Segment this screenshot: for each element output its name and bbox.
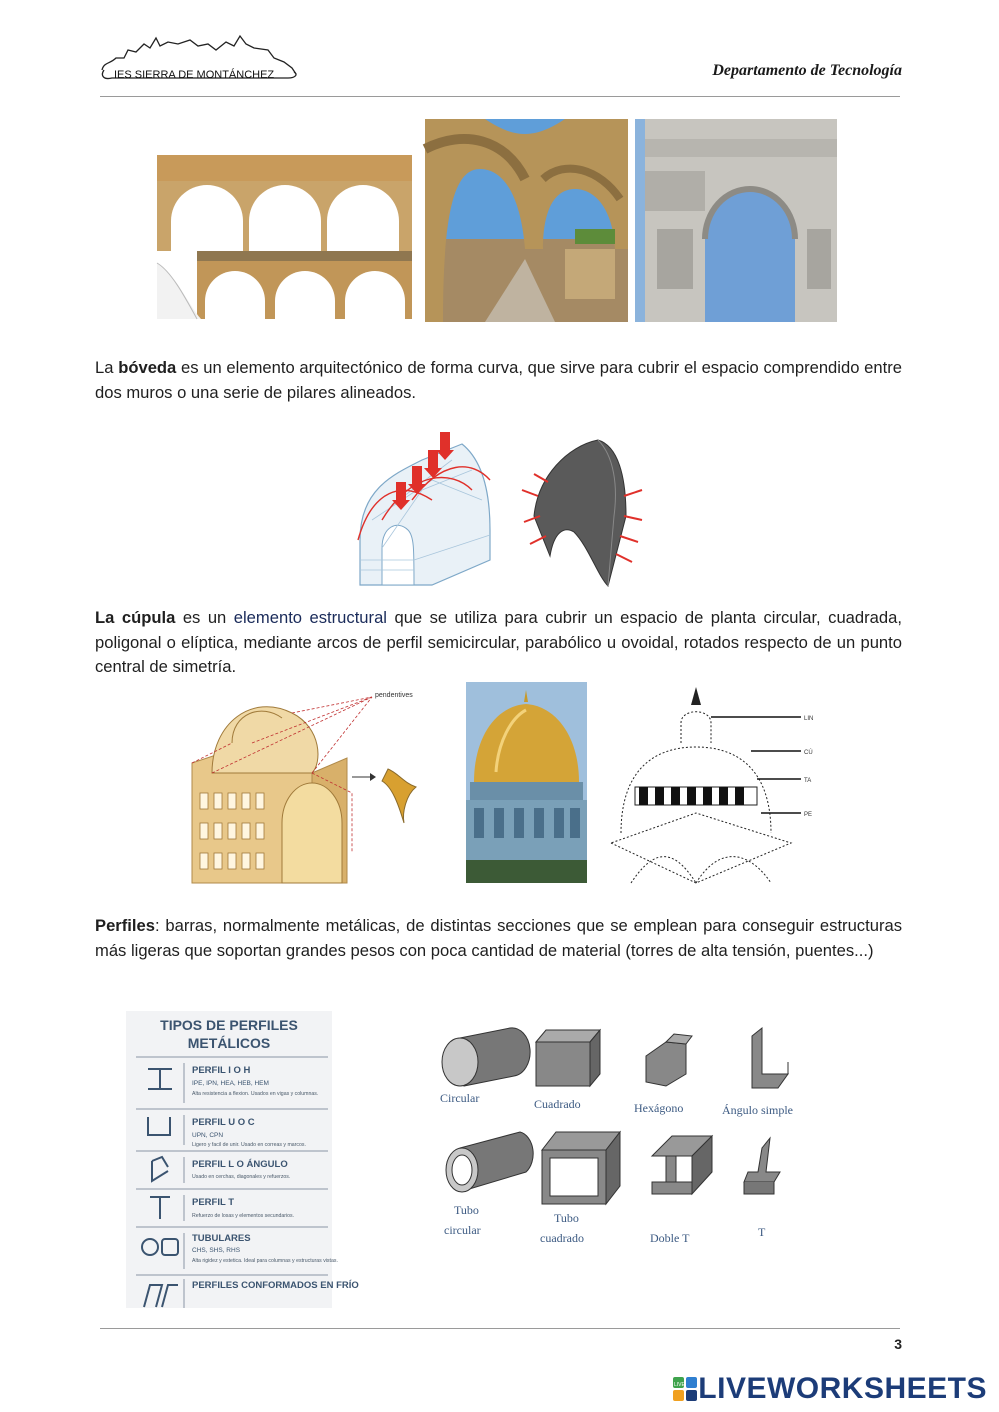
square-tube [542, 1132, 620, 1204]
perfiles-paragraph [95, 914, 902, 963]
drum-label: TA [804, 778, 812, 784]
label-tubo-circular-2: circular [444, 1223, 481, 1237]
boveda-term: bóveda [118, 358, 177, 377]
page-number: 3 [894, 1336, 902, 1352]
profile-item-desc: Usado en cerchas, diagonales y refuerzos. [192, 1174, 291, 1180]
label-hexagono: Hexágono [634, 1101, 684, 1115]
infographic-title-1: TIPOS DE PERFILES [160, 1017, 298, 1033]
liveworksheets-brand[interactable] [672, 1372, 987, 1406]
perfiles-text: : barras, normalmente metálicas, de distintas secciones que se emplean para conseguir estructuras más ligeras que soportan grandes pesos con poca cantidad de material (torres de alta tensión, puentes...) [95, 916, 902, 960]
label-circular: Circular [440, 1091, 480, 1105]
cupula-term: La cúpula [95, 608, 176, 627]
ruined-arches-image [425, 119, 628, 322]
solid-circular-bar [442, 1028, 530, 1086]
dome-parts-diagram [601, 683, 815, 883]
label-tubo-cuadrado-2: cuadrado [540, 1231, 584, 1245]
circular-tube [446, 1132, 533, 1192]
profile-item-desc: Ligero y facil de unir. Usado en correas y marcos. [192, 1142, 306, 1148]
cross-sections-illustration [430, 1022, 815, 1252]
cupula-mid: es un [182, 608, 227, 627]
dome-label: CÚ [804, 750, 813, 756]
boveda-paragraph [95, 356, 902, 405]
aqueduct-image [157, 153, 412, 319]
pendentives-label: pendentives [375, 692, 413, 699]
profile-item-name: PERFIL U O C [192, 1117, 255, 1128]
profile-item-name: PERFIL L O ÁNGULO [192, 1159, 288, 1170]
t-bar [744, 1138, 780, 1194]
profile-types-infographic [126, 1011, 359, 1308]
profile-item-name: TUBULARES [192, 1233, 251, 1244]
cupula-text: que se utiliza para cubrir un espacio de planta circular, cuadrada, poligonal o elíptica, mediante arcos de perfil semicircular, parabólico u ovoidal, rotados respecto de un punto central de simetría. [95, 608, 902, 676]
footer-divider [100, 1328, 900, 1329]
infographic-title-2: METÁLICOS [187, 1035, 271, 1051]
label-tubo-cuadrado-1: Tubo [554, 1211, 579, 1225]
dome-of-rock-image [466, 682, 587, 883]
profile-item-name: PERFIL I O H [192, 1065, 251, 1076]
perfiles-term: Perfiles [95, 916, 155, 935]
profile-item-desc: Alta resistencia a flexion. Usados en vigas y columnas. [192, 1091, 319, 1097]
profile-item-codes: CHS, SHS, RHS [192, 1247, 241, 1254]
label-angulo-simple: Ángulo simple [722, 1103, 793, 1117]
hexagonal-bar [646, 1034, 692, 1086]
school-logo [98, 28, 303, 88]
double-t-beam [652, 1136, 712, 1194]
solid-square-bar [536, 1030, 600, 1086]
cupula-paragraph [95, 606, 902, 680]
profile-item-codes: IPE, IPN, HEA, HEB, HEM [192, 1080, 269, 1087]
label-cuadrado: Cuadrado [534, 1097, 581, 1111]
profile-item-desc: Alta rigidez y estetica. Ideal para columnas y estructuras vistas. [192, 1258, 338, 1264]
label-tubo-circular-1: Tubo [454, 1203, 479, 1217]
label-t: T [758, 1225, 766, 1239]
boveda-prefix: La [95, 358, 114, 377]
brand-icon-text: LIVE [674, 1382, 686, 1388]
liveworksheets-logo-icon [672, 1376, 698, 1402]
profile-item-name: PERFIL T [192, 1197, 235, 1208]
vault-shell-diagram [518, 436, 653, 586]
profile-item-name: PERFILES CONFORMADOS EN FRÍO [192, 1280, 359, 1291]
header-divider [100, 96, 900, 97]
lantern-label: LIN [804, 716, 814, 722]
triumphal-arch-image [635, 119, 837, 322]
vault-forces-diagram [352, 430, 497, 590]
label-doble-t: Doble T [650, 1231, 690, 1245]
pendentives-diagram [192, 683, 454, 883]
profile-item-desc: Refuerzo de losas y elementos secundarios. [192, 1213, 295, 1219]
angle-bar [752, 1028, 788, 1088]
profile-item-codes: UPN, CPN [192, 1132, 224, 1139]
pendentive-label: PE [804, 812, 813, 818]
structural-element-link[interactable]: elemento estructural [233, 608, 387, 627]
department-name: Departamento de Tecnología [712, 62, 902, 79]
school-logo-text: IES SIERRA DE MONTÁNCHEZ [114, 69, 275, 81]
liveworksheets-wordmark: LIVEWORKSHEETS [698, 1372, 987, 1405]
boveda-text: es un elemento arquitectónico de forma curva, que sirve para cubrir el espacio comprendido entre dos muros o una serie de pilares alineados. [95, 358, 902, 402]
